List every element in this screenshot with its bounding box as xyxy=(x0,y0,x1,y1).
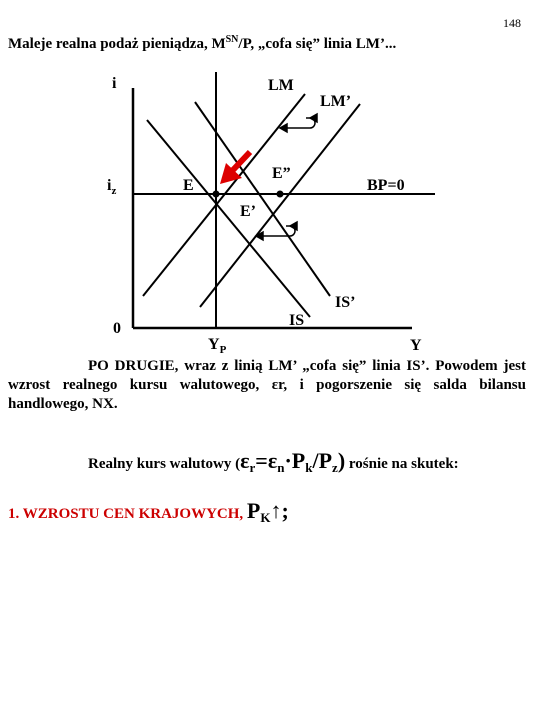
formula-line: Realny kurs walutowy $(\varepsilon_r=\varepsilon_n\cdot P_k/P_z)$ rośnie na skutek: xyxy=(88,448,459,475)
point-e xyxy=(213,191,220,198)
e-prime-label: E’ xyxy=(240,203,256,220)
explanation-paragraph: PO DRUGIE, wraz z linią LM’ „cofa się” linia IS’. Powodem jest wzrost realnego kursu walutowego, εr, i pogorszenie się salda bilansu handlowego, NX. xyxy=(8,358,526,412)
point-e-double-prime xyxy=(277,191,284,198)
title-post: /P, „cofa się” linia LM’... xyxy=(238,36,397,52)
lm-prime-line xyxy=(200,104,360,307)
axis-x-label: Y xyxy=(410,337,422,354)
lm-prime-label: LM’ xyxy=(320,93,352,110)
list-item-1: 1. WZROSTU CEN KRAJOWYCH, $P_K↑$; xyxy=(8,498,289,525)
axis-y-label: i xyxy=(112,75,117,92)
title-pre: Maleje realna podaż pieniądza, M xyxy=(8,36,226,52)
title-sup: SN xyxy=(225,34,239,45)
is-label: IS xyxy=(289,312,305,329)
iz-label: $i_z$ xyxy=(107,177,117,197)
e-label: E xyxy=(183,177,194,194)
is-prime-label: IS’ xyxy=(335,294,356,311)
shift-left-icon-lower xyxy=(256,222,297,240)
e-double-prime-label: E” xyxy=(272,165,291,182)
yp-label: $Y_P$ xyxy=(208,336,227,356)
arrow-up-icon: ↑ xyxy=(270,498,282,523)
page-number: 148 xyxy=(503,16,521,30)
bp-label: BP=0 xyxy=(367,177,405,194)
origin-label: 0 xyxy=(113,320,121,337)
lm-label: LM xyxy=(268,77,294,94)
